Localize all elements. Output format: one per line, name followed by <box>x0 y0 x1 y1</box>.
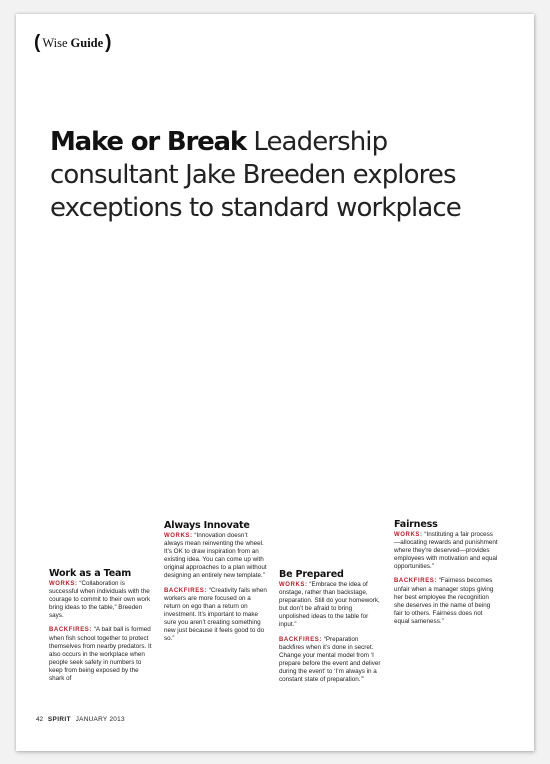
column-title: Be Prepared <box>279 569 344 580</box>
column-work-as-a-team <box>49 568 153 689</box>
works-label: WORKS: <box>164 533 193 539</box>
works-paragraph <box>164 532 268 581</box>
tag-label-guide: Guide <box>70 35 104 50</box>
works-label: WORKS: <box>394 532 423 538</box>
column-title: Always Innovate <box>164 520 250 531</box>
tag-bracket-open: ( <box>34 32 41 53</box>
tag-bracket-close: ) <box>105 32 112 53</box>
column-title: Work as a Team <box>49 568 132 579</box>
column-be-prepared <box>279 569 383 690</box>
works-paragraph <box>49 580 153 620</box>
backfires-text: “Fairness becomes unfair when a manager stops giving her best employee the recognition she deserves in the name of being fair to others. Fairness does not equal sameness.” <box>394 577 494 625</box>
works-text: “Instituting a fair process—allocating rewards and punishment where they’re deserved—provides employees with motivation and equal opportunities.” <box>394 531 498 571</box>
backfires-text: “Preparation backfires when it’s done in secret. Change your mental model from ‘I prepare before the event and deliver during the event’ to ‘I’m always in a constant state of preparation.’” <box>279 635 381 684</box>
backfires-paragraph <box>49 626 153 683</box>
backfires-label: BACKFIRES: <box>279 636 322 643</box>
tag-label-wise: Wise <box>42 35 68 50</box>
works-text: “Embrace the idea of onstage, rather than backstage, preparation. Still do your homework, but don’t be afraid to bring unpolished ideas to the table for input.” <box>279 581 380 629</box>
headline-bold: Make or Break <box>50 127 246 157</box>
page-headline <box>50 126 510 225</box>
backfires-paragraph <box>164 587 268 644</box>
column-title: Fairness <box>394 519 438 530</box>
works-paragraph <box>394 531 498 571</box>
column-fairness <box>394 519 498 632</box>
section-tag <box>34 34 112 52</box>
backfires-text: “Creativity fails when workers are more focused on a return on ego than a return on investment. It’s important to make sure you aren’t creating something new just because it feels good to do so.” <box>164 586 267 643</box>
issue-date: JANUARY 2013 <box>75 716 125 723</box>
column-always-innovate <box>164 520 268 649</box>
backfires-label: BACKFIRES: <box>49 627 92 634</box>
works-paragraph <box>279 581 383 630</box>
works-label: WORKS: <box>49 581 78 587</box>
works-label: WORKS: <box>279 582 308 588</box>
works-text: “Innovation doesn’t always mean reinventing the wheel. It’s OK to draw inspiration from an existing idea. You can come up with original approaches to a plan without designing an entirely new template.” <box>164 532 267 580</box>
backfires-paragraph <box>394 577 498 626</box>
works-text: “Collaboration is successful when individuals with the courage to commit to their own work bring ideas to the table,” Breeden says. <box>49 580 151 620</box>
page-number: 42 <box>36 716 44 723</box>
backfires-label: BACKFIRES: <box>164 587 207 594</box>
backfires-label: BACKFIRES: <box>394 578 437 585</box>
backfires-paragraph <box>279 636 383 685</box>
backfires-text: “A bait ball is formed when fish school together to protect themselves from nearby predators. It also occurs in the workplace when people seek safety in numbers to keep from being exposed by the shark of <box>49 626 152 683</box>
headline-rest: Leadership consultant Jake Breeden explores exceptions to standard workplace <box>50 127 461 223</box>
magazine-page <box>16 14 534 751</box>
page-footer <box>36 716 125 723</box>
publication-name: SPIRIT <box>47 716 71 723</box>
